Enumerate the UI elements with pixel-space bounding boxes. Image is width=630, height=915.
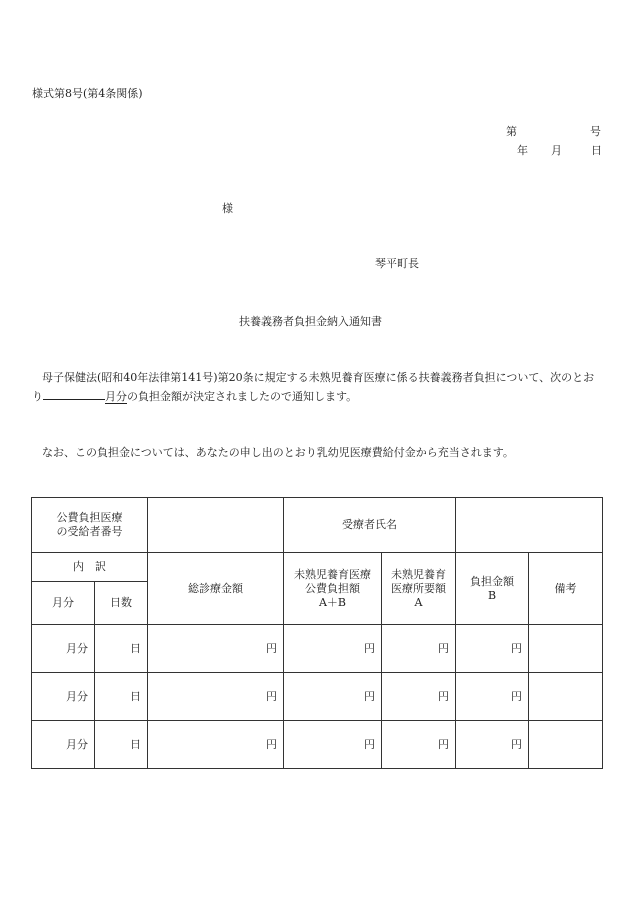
- burden-table: [31, 497, 603, 769]
- row-days: 日: [95, 673, 148, 721]
- month-blank: [43, 387, 105, 400]
- number-prefix: 第: [506, 125, 517, 138]
- recipient-number-label: [32, 498, 148, 553]
- row-required-amount: 円: [382, 721, 456, 769]
- addressee-suffix: 様: [222, 202, 233, 215]
- row-month: 月分: [32, 721, 95, 769]
- row-remarks: [529, 721, 603, 769]
- row-days: 日: [95, 625, 148, 673]
- public-burden-header: [284, 553, 382, 625]
- total-fee-header: 総診療金額: [148, 553, 284, 625]
- row-burden-amount: 円: [456, 721, 529, 769]
- patient-name-label: 受療者氏名: [284, 498, 456, 553]
- required-amount-line2: 医療所要額: [391, 581, 446, 595]
- recipient-number-label-line2: の受給者番号: [56, 525, 123, 538]
- table-row: [32, 673, 603, 721]
- public-burden-line3: A＋B: [318, 595, 347, 609]
- public-burden-line2: 公費負担額: [305, 581, 360, 595]
- body-month-label: 月分: [105, 390, 127, 403]
- row-public-burden: 円: [284, 721, 382, 769]
- document-title: 扶養義務者負担金納入通知書: [239, 315, 382, 328]
- row-total-fee: 円: [148, 625, 284, 673]
- required-amount-line1: 未熟児養育: [391, 567, 446, 581]
- row-public-burden: 円: [284, 673, 382, 721]
- sender-name: 琴平町長: [375, 257, 419, 270]
- date-month: 月: [551, 144, 562, 157]
- burden-amount-line1: 負担金額: [470, 574, 514, 588]
- table-header-row-2: [32, 553, 603, 582]
- body-text-part2: の負担金額が決定されましたので通知します。: [127, 390, 358, 403]
- form-number-label: 様式第8号(第4条関係): [32, 87, 143, 100]
- burden-amount-line2: B: [487, 588, 497, 602]
- recipient-number-cell: [148, 498, 284, 553]
- date-day: 日: [591, 144, 602, 157]
- row-days: 日: [95, 721, 148, 769]
- number-suffix: 号: [590, 125, 601, 138]
- row-required-amount: 円: [382, 673, 456, 721]
- row-month: 月分: [32, 673, 95, 721]
- table-row: [32, 721, 603, 769]
- row-burden-amount: 円: [456, 673, 529, 721]
- row-remarks: [529, 625, 603, 673]
- table-row: [32, 625, 603, 673]
- note-paragraph: なお、この負担金については、あなたの申し出のとおり乳幼児医療費給付金から充当されます。: [42, 446, 514, 459]
- burden-amount-header: [456, 553, 529, 625]
- table-header-row-1: [32, 498, 603, 553]
- recipient-number-label-line1: 公費負担医療: [56, 511, 123, 524]
- breakdown-label: 内 訳: [32, 553, 148, 582]
- month-header: 月分: [32, 582, 95, 625]
- row-month: 月分: [32, 625, 95, 673]
- body-paragraph: [32, 368, 602, 406]
- public-burden-line1: 未熟児養育医療: [294, 567, 371, 581]
- row-total-fee: 円: [148, 673, 284, 721]
- required-amount-line3: A: [414, 595, 423, 609]
- patient-name-cell: [456, 498, 603, 553]
- required-amount-header: [382, 553, 456, 625]
- row-burden-amount: 円: [456, 625, 529, 673]
- row-remarks: [529, 673, 603, 721]
- row-public-burden: 円: [284, 625, 382, 673]
- date-year: 年: [517, 144, 528, 157]
- row-required-amount: 円: [382, 625, 456, 673]
- body-text-part1: 母子保健法(昭和40年法律第141号)第20条に規定する未熟児養育医療に係る扶養義務者負担について、次のとおり: [32, 371, 595, 403]
- remarks-header: 備考: [529, 553, 603, 625]
- row-total-fee: 円: [148, 721, 284, 769]
- days-header: 日数: [95, 582, 148, 625]
